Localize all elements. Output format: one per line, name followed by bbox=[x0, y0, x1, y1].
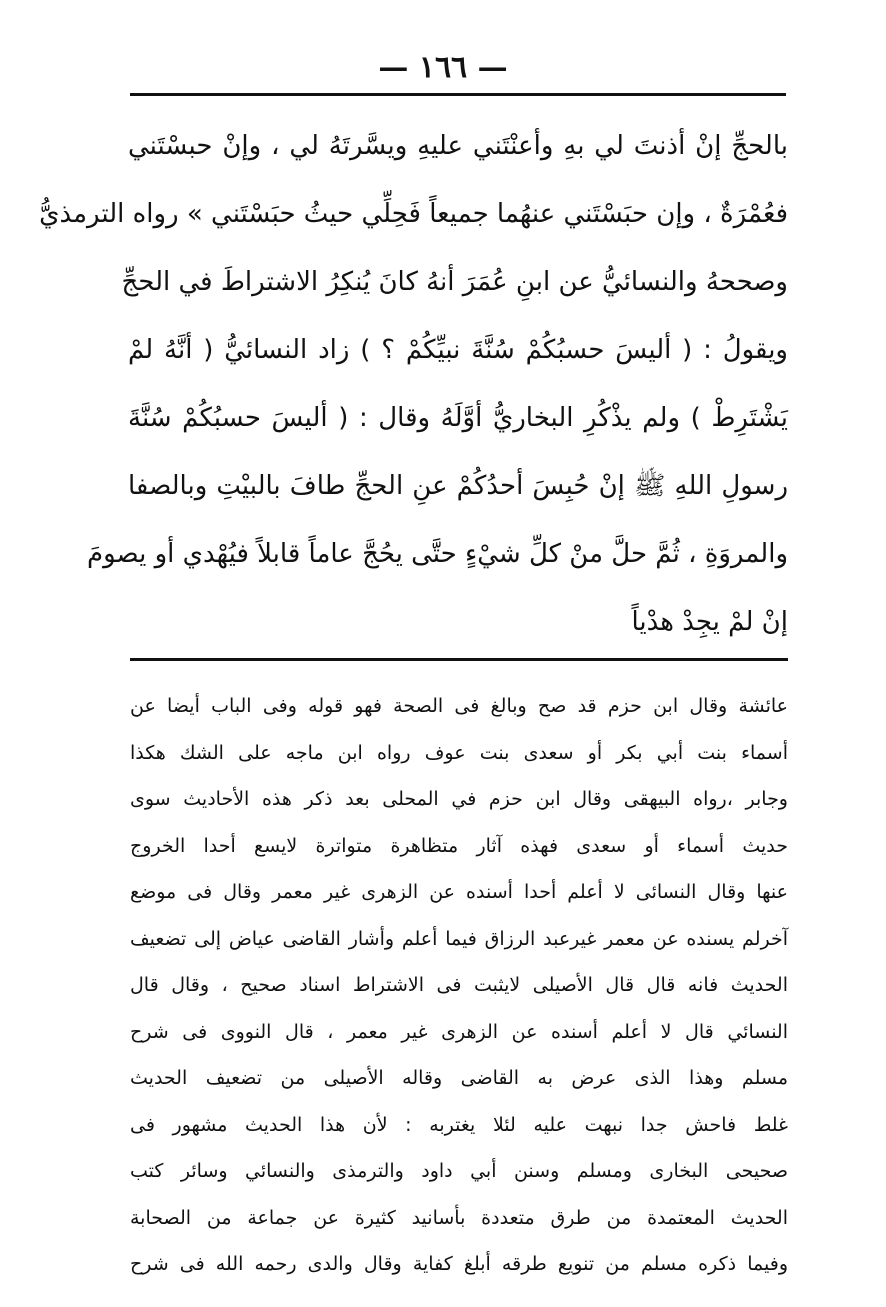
main-text-line: فعُمْرَةٌ ، وإن حبَسْتَني عنهُما جميعاً فَحِلِّي حيثُ حبَسْتَني » رواه الترمذيُّ bbox=[39, 199, 788, 229]
footnote-block bbox=[130, 683, 788, 1288]
main-text-block bbox=[39, 112, 788, 656]
footnote-separator-rule bbox=[130, 658, 788, 661]
footnote-line: عنها وقال النسائى لا أعلم أحدا أسنده عن الزهرى غير معمر وقال فى موضع bbox=[130, 881, 788, 903]
footnote-line: آخرلم يسنده عن معمر غيرعبد الرزاق فيما أعلم وأشار القاضى عياض إلى تضعيف bbox=[130, 927, 788, 950]
header-rule bbox=[130, 93, 786, 96]
footnote-line: حديث أسماء أو سعدى فهذه آثار متظاهرة متواترة لايسع أحدا الخروج bbox=[130, 834, 788, 857]
page-number: — ١٦٦ — bbox=[378, 50, 508, 85]
main-text-line: إنْ لمْ يجِدْ هدْياً bbox=[631, 607, 788, 637]
footnote-line: وجابر ،رواه البيهقى وقال ابن حزم في المحلى بعد ذكر هذه الأحاديث سوى bbox=[130, 788, 788, 810]
main-text-line: رسولِ اللهِ ﷺ إنْ حُبِسَ أحدُكُمْ عنِ الحجِّ طافَ بالبيْتِ وبالصفا bbox=[128, 471, 788, 501]
footnote-line: صحيحى البخارى ومسلم وسنن أبي داود والترمذى والنسائي وسائر كتب bbox=[130, 1160, 788, 1182]
main-text-line: والمروَةِ ، ثُمَّ حلَّ منْ كلِّ شيْءٍ حتَّى يحُجَّ عاماً قابلاً فيُهْدي أو يصومَ bbox=[87, 539, 788, 569]
footnote-line: وفيما ذكره مسلم من تنويع طرقه أبلغ كفاية وقال والدى رحمه الله فى شرح bbox=[130, 1253, 788, 1275]
footnote-line: الحديث فانه قال قال الأصيلى لايثبت فى الاشتراط اسناد صحيح ، وقال قال bbox=[130, 974, 788, 996]
main-text-line: ويقولُ : ( أليسَ حسبُكُمْ سُنَّةَ نبيِّكُمْ ؟ ) زاد النسائيُّ ( أنَّهُ لمْ bbox=[128, 335, 788, 365]
footnote-line: الحديث المعتمدة من طرق متعددة بأسانيد كثيرة عن جماعة من الصحابة bbox=[130, 1206, 788, 1229]
footnote-line: عائشة وقال ابن حزم قد صح وبالغ فى الصحة فهو قوله وفى الباب أيضا عن bbox=[130, 695, 788, 717]
footnote-line: غلط فاحش جدا نبهت عليه لئلا يغتربه : لأن هذا الحديث مشهور فى bbox=[130, 1113, 788, 1136]
main-text-line: وصححهُ والنسائيُّ عن ابنِ عُمَرَ أنهُ كانَ يُنكِرُ الاشتراطَ في الحجِّ bbox=[121, 267, 788, 297]
main-text-line: بالحجِّ إنْ أذنتَ لي بهِ وأعنْتَني عليهِ ويسَّرتَهُ لي ، وإنْ حبسْتَني bbox=[128, 131, 788, 161]
footnote-line: أسماء بنت أبي بكر أو سعدى بنت عوف رواه ابن ماجه على الشك هكذا bbox=[130, 741, 788, 764]
main-text-line: يَشْتَرِطْ ) ولم يذْكُرِ البخاريُّ أوَّلَهُ وقال : ( أليسَ حسبُكُمْ سُنَّةَ bbox=[128, 403, 788, 433]
footnote-line: مسلم وهذا الذى عرض به القاضى وقاله الأصيلى من تضعيف الحديث bbox=[130, 1067, 788, 1089]
footnote-line: النسائي قال لا أعلم أسنده عن الزهرى غير معمر ، قال النووى فى شرح bbox=[130, 1020, 788, 1043]
